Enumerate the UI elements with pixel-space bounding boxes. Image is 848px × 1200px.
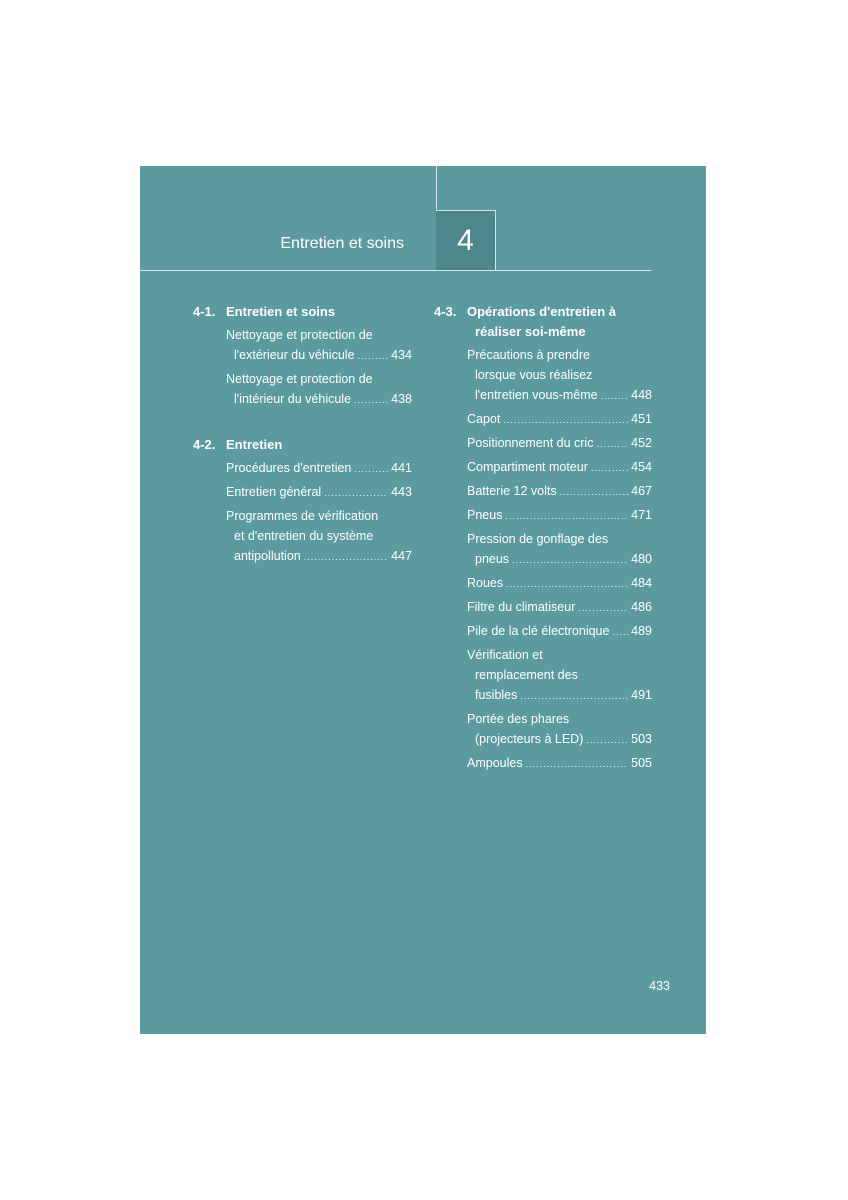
section-gap xyxy=(193,413,412,435)
section-number: 4-1. xyxy=(193,304,216,319)
toc-entry-final-line xyxy=(226,389,412,410)
toc-page-number: 484 xyxy=(631,576,652,590)
dot-leader xyxy=(526,754,629,774)
toc-entry xyxy=(467,621,652,642)
toc-column-right xyxy=(434,302,652,777)
section-heading xyxy=(193,435,412,455)
toc-entry xyxy=(467,709,652,750)
toc-entry-line: et d'entretien du système xyxy=(234,529,374,543)
section-title-line: Entretien xyxy=(226,437,283,452)
toc-entry xyxy=(467,433,652,454)
section-title-line: Entretien et soins xyxy=(226,304,336,319)
toc-entry-line: lorsque vous réalisez xyxy=(475,368,593,382)
toc-page-number: 452 xyxy=(631,436,652,450)
toc-entry-final-line xyxy=(467,753,652,774)
toc-entry-label: pneus xyxy=(475,552,510,566)
toc-entry-label: Capot xyxy=(467,412,501,426)
toc-entry-label: l'intérieur du véhicule xyxy=(234,392,352,406)
toc-page-number: 434 xyxy=(391,348,412,362)
toc-entry-label: (projecteurs à LED) xyxy=(475,732,584,746)
section-title xyxy=(467,302,652,342)
toc-entry xyxy=(467,753,652,774)
toc-page-number: 505 xyxy=(631,756,652,770)
toc-entry-label: antipollution xyxy=(234,549,301,563)
toc-entry xyxy=(467,573,652,594)
chapter-title: Entretien et soins xyxy=(280,235,404,252)
toc-page-number: 447 xyxy=(391,549,412,563)
toc-entry-label: Entretien général xyxy=(226,485,322,499)
toc-entry-label: Pneus xyxy=(467,508,503,522)
dot-leader xyxy=(304,547,388,567)
toc-entry-label: l'extérieur du véhicule xyxy=(234,348,355,362)
toc-page-number: 471 xyxy=(631,508,652,522)
section-number: 4-2. xyxy=(193,437,216,452)
toc-page-number: 503 xyxy=(631,732,652,746)
toc-page-number: 491 xyxy=(631,688,652,702)
toc-entry-label: Batterie 12 volts xyxy=(467,484,557,498)
toc-entry-final-line xyxy=(467,457,652,478)
toc-entry-label: Filtre du climatiseur xyxy=(467,600,576,614)
dot-leader xyxy=(358,346,389,366)
toc-entry-final-line xyxy=(467,481,652,502)
toc-page-number: 443 xyxy=(391,485,412,499)
dot-leader xyxy=(612,622,628,642)
dot-leader xyxy=(578,598,628,618)
toc-entry-final-line xyxy=(467,621,652,642)
dot-leader xyxy=(586,730,628,750)
chapter-number-box xyxy=(436,210,496,270)
toc-entry xyxy=(467,505,652,526)
toc-page-number: 486 xyxy=(631,600,652,614)
dot-leader xyxy=(596,434,628,454)
dot-leader xyxy=(601,386,629,406)
dot-leader xyxy=(505,506,628,526)
dot-leader xyxy=(324,483,388,503)
toc-entry-label: Ampoules xyxy=(467,756,523,770)
toc-entry-final-line xyxy=(226,458,412,479)
section-title-line: réaliser soi-même xyxy=(475,324,586,339)
toc-entry-final-line xyxy=(467,409,652,430)
toc-entry-label: Compartiment moteur xyxy=(467,460,588,474)
toc-entry-label: l'entretien vous-même xyxy=(475,388,598,402)
toc-entry-line: Précautions à prendre xyxy=(467,348,590,362)
toc-entry-label: Roues xyxy=(467,576,504,590)
toc-page-number: 441 xyxy=(391,461,412,475)
dot-leader xyxy=(354,390,388,410)
dot-leader xyxy=(591,458,628,478)
toc-entry-final-line xyxy=(467,597,652,618)
toc-entry-line: Programmes de vérification xyxy=(226,509,379,523)
toc-entry xyxy=(467,645,652,706)
toc-entry-label: fusibles xyxy=(475,688,518,702)
dot-leader xyxy=(503,410,628,430)
toc-entry-line: remplacement des xyxy=(475,668,578,682)
toc-entry-final-line xyxy=(467,433,652,454)
toc-entry-final-line xyxy=(467,573,652,594)
toc-entry xyxy=(467,529,652,570)
toc-page-number: 480 xyxy=(631,552,652,566)
page-number: 433 xyxy=(649,979,670,993)
toc-entry-final-line xyxy=(467,685,652,706)
toc-entry xyxy=(226,369,412,410)
toc-page-number: 438 xyxy=(391,392,412,406)
dot-leader xyxy=(506,574,628,594)
toc-entry xyxy=(226,325,412,366)
toc-entry-line: Portée des phares xyxy=(467,712,570,726)
chapter-number: 4 xyxy=(457,223,474,257)
section-title xyxy=(226,302,412,322)
toc-entry-label: Positionnement du cric xyxy=(467,436,594,450)
toc-entry-final-line xyxy=(226,482,412,503)
toc-page-number: 448 xyxy=(631,388,652,402)
dot-leader xyxy=(512,550,628,570)
toc-page-number: 454 xyxy=(631,460,652,474)
section-heading xyxy=(193,302,412,322)
toc-page-number: 451 xyxy=(631,412,652,426)
toc-entry-final-line xyxy=(226,345,412,366)
toc-entry xyxy=(467,457,652,478)
toc-entry-label: Procédures d'entretien xyxy=(226,461,352,475)
toc-entry xyxy=(226,506,412,567)
toc-entry xyxy=(467,409,652,430)
toc-entry-line: Nettoyage et protection de xyxy=(226,372,373,386)
section-number: 4-3. xyxy=(434,304,457,319)
toc-entry xyxy=(467,345,652,406)
toc-entry-final-line xyxy=(467,385,652,406)
toc-entry xyxy=(226,482,412,503)
toc-entry-line: Nettoyage et protection de xyxy=(226,328,373,342)
section-title xyxy=(226,435,412,455)
section-title-line: Opérations d'entretien à xyxy=(467,304,617,319)
toc-entry-final-line xyxy=(467,549,652,570)
dot-leader xyxy=(560,482,629,502)
toc-page-number: 489 xyxy=(631,624,652,638)
toc-column-left xyxy=(193,302,412,570)
toc-entry-final-line xyxy=(467,505,652,526)
section-heading xyxy=(434,302,652,342)
toc-entry-final-line xyxy=(467,729,652,750)
toc-entry-line: Pression de gonflage des xyxy=(467,532,609,546)
toc-entry-final-line xyxy=(226,546,412,567)
toc-entry-line: Vérification et xyxy=(467,648,543,662)
toc-entry xyxy=(467,597,652,618)
toc-page-number: 467 xyxy=(631,484,652,498)
header-horizontal-rule xyxy=(140,270,651,271)
dot-leader xyxy=(520,686,628,706)
dot-leader xyxy=(354,459,388,479)
toc-entry-label: Pile de la clé électronique xyxy=(467,624,610,638)
toc-entry xyxy=(467,481,652,502)
toc-entry xyxy=(226,458,412,479)
